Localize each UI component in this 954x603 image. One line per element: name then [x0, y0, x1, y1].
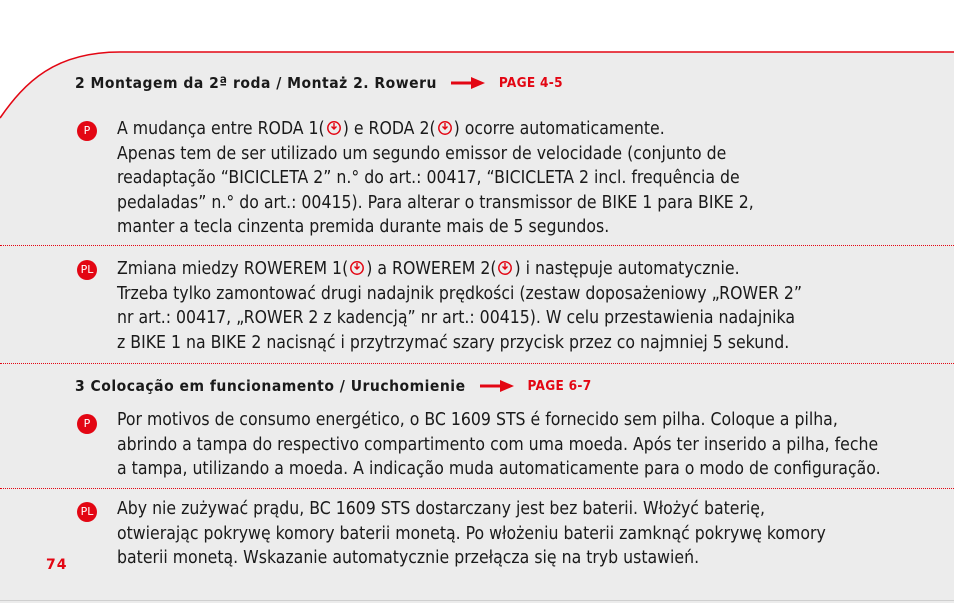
- bike-wheel-icon: [326, 120, 342, 136]
- text-line: Por motivos de consumo energético, o BC 1609 STS é fornecido sem pilha. Coloque a pilha,: [117, 410, 838, 430]
- text-line: z BIKE 1 na BIKE 2 nacisnąć i przytrzymać szary przycisk przez co najmniej 5 sekund.: [117, 332, 790, 353]
- section-title: 3 Colocação em funcionamento / Uruchomienie: [75, 377, 466, 395]
- text-line: Apenas tem de ser utilizado um segundo emissor de velocidade (conjunto de: [117, 143, 727, 164]
- page-number: 74: [46, 557, 68, 573]
- section-title: 2 Montagem da 2ª roda / Montaż 2. Roweru: [75, 74, 437, 92]
- language-badge-p: P: [77, 121, 97, 141]
- text-line: manter a tecla cinzenta premida durante mais de 5 segundos.: [117, 217, 610, 237]
- section-heading-colocacao: [75, 377, 591, 395]
- text-line: readaptação “BICICLETA 2” n.° do art.: 00417, “BICICLETA 2 incl. frequência de: [117, 168, 740, 188]
- language-badge-pl: PL: [77, 502, 97, 522]
- paragraph-pl-montaz: [117, 257, 802, 355]
- text-line: Trzeba tylko zamontować drugi nadajnik prędkości (zestaw doposażeniowy „ROWER 2”: [117, 283, 803, 304]
- text-line: Zmiana miedzy ROWEREM 1( ) a ROWEREM 2( ) i następuje automatycznie.: [117, 259, 740, 279]
- text-line: Aby nie zużywać prądu, BC 1609 STS dostarczany jest bez baterii. Włożyć baterię,: [117, 499, 765, 519]
- text-line: nr art.: 00417, „ROWER 2 z kadencją” nr art.: 00415). W celu przestawienia nadajnika: [117, 308, 796, 328]
- bike-wheel-icon: [349, 260, 365, 276]
- language-badge-pl: PL: [77, 260, 97, 280]
- text-line: a tampa, utilizando a moeda. A indicação muda automaticamente para o modo de configuração.: [117, 459, 881, 479]
- language-badge-p: P: [77, 414, 97, 434]
- text-line: pedaladas” n.° do art.: 00415). Para alterar o transmissor de BIKE 1 para BIKE 2,: [117, 192, 754, 213]
- text-line: otwierając pokrywę komory baterii monetą. Po włożeniu baterii zamknąć pokrywę komory: [117, 523, 826, 544]
- bike-wheel-icon: [497, 260, 513, 276]
- paragraph-pl-uruchomienie: [117, 497, 826, 571]
- dotted-separator: [0, 245, 954, 246]
- page-reference: PAGE 6-7: [527, 378, 592, 394]
- text-line: A mudança entre RODA 1( ) e RODA 2( ) ocorre automaticamente.: [117, 119, 665, 139]
- page-reference: PAGE 4-5: [498, 75, 563, 91]
- arrow-right-icon: [480, 380, 514, 392]
- arrow-right-icon: [451, 77, 485, 89]
- bike-wheel-icon: [437, 120, 453, 136]
- text-line: baterii monetą. Wskazanie automatycznie przełącza się na tryb ustawień.: [117, 548, 700, 568]
- paragraph-p-colocacao: [117, 408, 881, 482]
- dotted-separator: [0, 488, 954, 489]
- bottom-rule: [0, 600, 954, 601]
- section-heading-montagem: [75, 74, 563, 92]
- dotted-separator: [0, 363, 954, 364]
- text-line: abrindo a tampa do respectivo compartimento com uma moeda. Após ter inserido a pilha, feche: [117, 434, 879, 455]
- paragraph-p-montagem: [117, 117, 754, 240]
